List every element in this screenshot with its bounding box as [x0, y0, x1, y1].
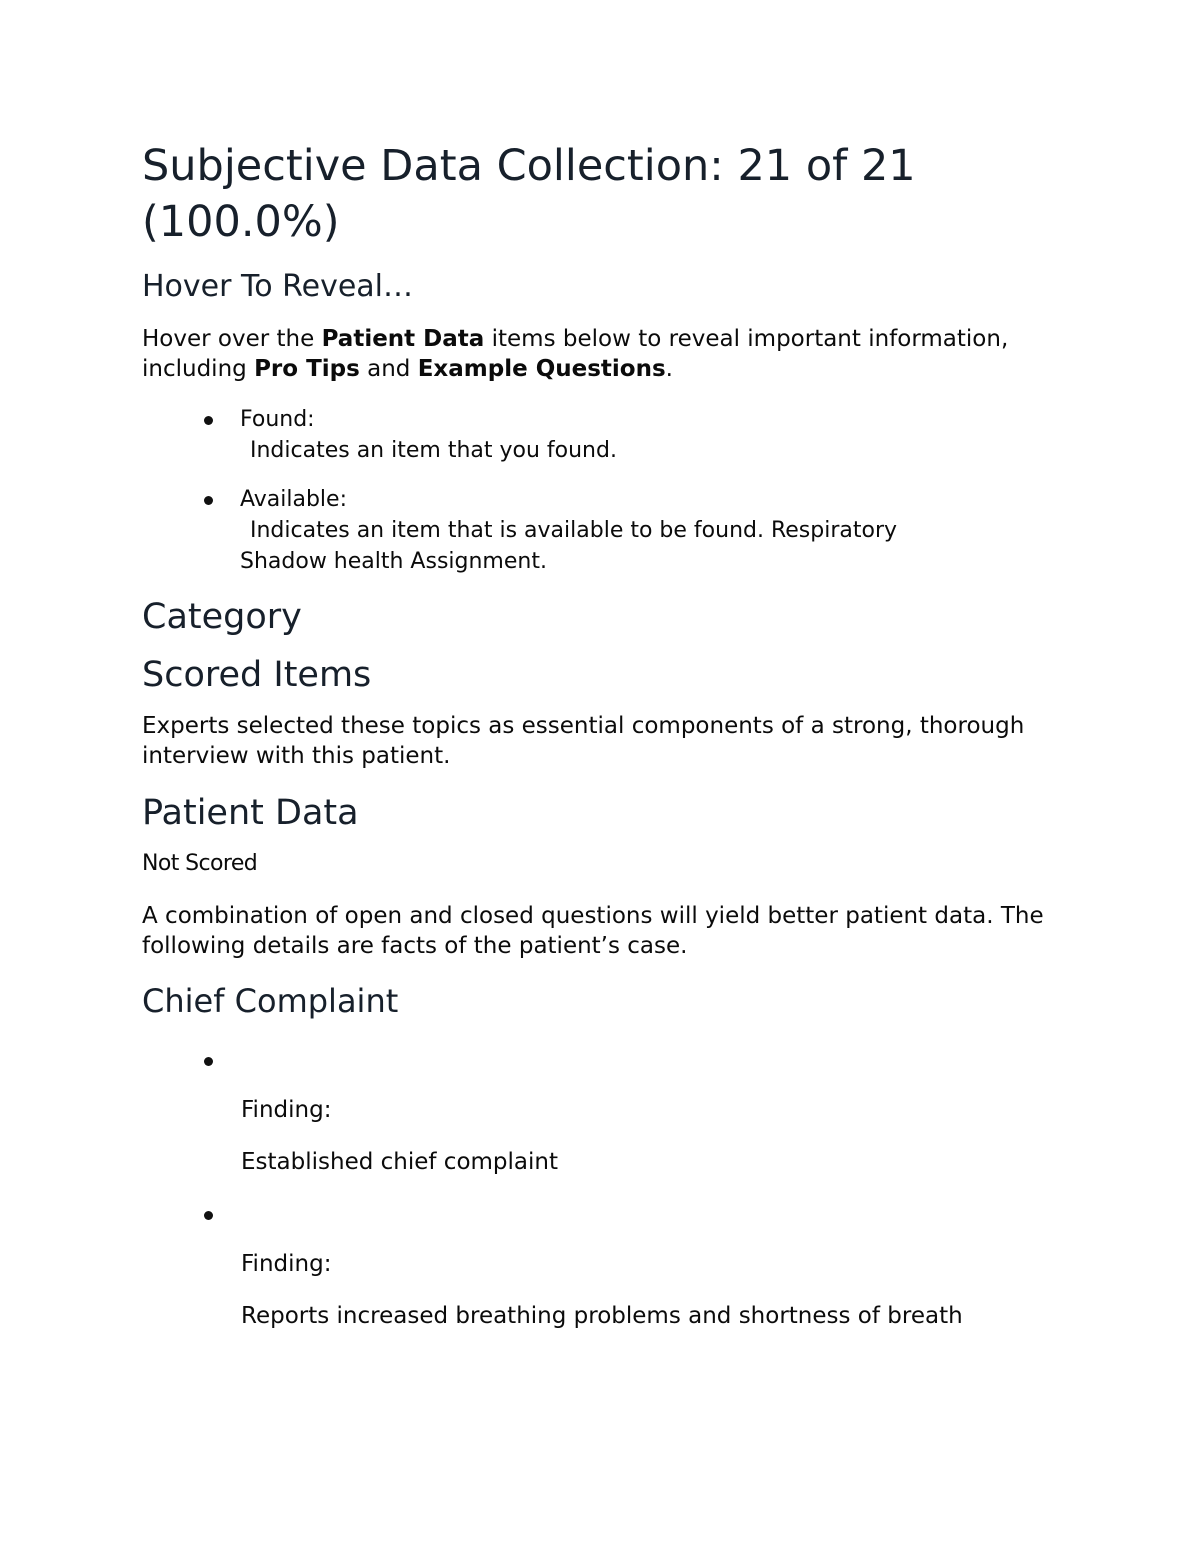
legend-label: Available: [240, 487, 347, 512]
not-scored-label: Not Scored [142, 851, 258, 876]
legend-list [142, 404, 1052, 577]
finding-label: Finding: [241, 1097, 332, 1123]
page-title: Subjective Data Collection: 21 of 21 (100.0%) [142, 141, 916, 247]
bullet-icon [204, 496, 213, 505]
finding-label: Finding: [241, 1251, 332, 1277]
intro-text-4: . [665, 356, 673, 382]
category-heading: Category [142, 597, 302, 637]
bullet-icon [204, 416, 213, 425]
finding-item [142, 1049, 1052, 1177]
intro-bold-pro-tips: Pro Tips [254, 356, 360, 382]
findings-list [142, 1049, 1052, 1331]
patient-data-text: A combination of open and closed questions will yield better patient data. The following details are facts of the patient’s case. [142, 903, 1044, 959]
intro-text-2: items below to reveal important information, including [142, 326, 1009, 382]
scored-items-heading: Scored Items [142, 655, 372, 695]
chief-complaint-heading: Chief Complaint [142, 982, 399, 1020]
bullet-icon [204, 1057, 213, 1066]
intro-text-3: and [359, 356, 418, 382]
scored-items-text: Experts selected these topics as essential components of a strong, thorough interview with this patient. [142, 713, 1025, 769]
intro-bold-example-questions: Example Questions [417, 356, 666, 382]
legend-item-found [142, 404, 1052, 466]
intro-paragraph [142, 324, 1052, 384]
legend-item-available [142, 484, 1052, 577]
intro-text-1: Hover over the [142, 326, 322, 352]
legend-description-continuation: Shadow health Assignment. [240, 549, 547, 574]
legend-description: Indicates an item that is available to be found. Respiratory [250, 518, 898, 543]
bullet-icon [204, 1211, 213, 1220]
intro-bold-patient-data: Patient Data [321, 326, 485, 352]
finding-item [142, 1203, 1052, 1331]
finding-value: Reports increased breathing problems and shortness of breath [241, 1303, 963, 1329]
legend-description: Indicates an item that you found. [250, 438, 617, 463]
document-page [142, 138, 1052, 1357]
hover-heading: Hover To Reveal… [142, 269, 413, 304]
patient-data-heading: Patient Data [142, 793, 359, 833]
legend-label: Found: [240, 407, 315, 432]
finding-value: Established chief complaint [241, 1149, 558, 1175]
